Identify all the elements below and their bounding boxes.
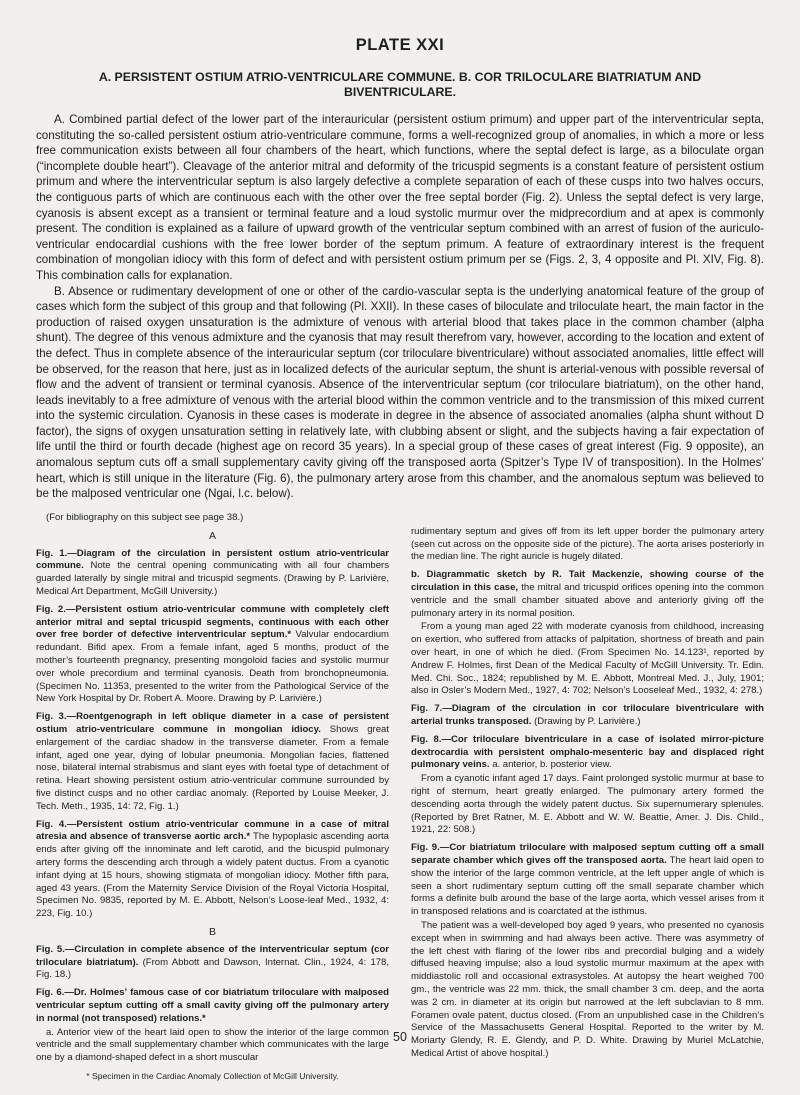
fig2-legend	[36, 604, 389, 706]
fig3-text: Shows great enlargement of the cardiac shadow in the transverse diameter. From a female infant, aged one year, dying of lobular pneumonia. Mongolian facies, flattened nose, bilateral internal strabismus and slant eyes with foetal type of detachment of retina. Heart showing persistent ostium atrio-ventricular commune surrounded by five distinct cusps and no other cardiac anomaly. (Reported by Louise Meeker, J. Tech. Meth., 1935, 14: 72, Fig. 1.)	[36, 724, 390, 812]
fig6b-title: b. Diagrammatic sketch by R. Tait Mackenzie, showing course of the circulation in this case,	[411, 569, 764, 594]
fig6-title: Fig. 6.—Dr. Holmes’ famous case of cor biatriatum triloculare with malposed ventricular septum cutting off a small cavity giving off the pulmonary artery in normal (not transposed) relations.*	[36, 987, 389, 1024]
fig2-title: Fig. 2.—Persistent ostium atrio-ventricular commune with completely cleft anterior mitral and septal tricuspid segments, continuous with each other over free border of defective interventricular septum.*	[36, 603, 389, 641]
fig9-title: Fig. 9.—Cor biatriatum triloculare with malposed septum cutting off a small separate chamber which gives off the transposed aorta.	[411, 842, 764, 866]
bibliography-note: (For bibliography on this subject see page 38.)	[46, 511, 244, 523]
fig4-legend	[36, 819, 389, 921]
fig1-title: Fig. 1.—Diagram of the circulation in persistent ostium atrio-ventricular commune.	[36, 547, 389, 572]
fig6b-legend	[411, 569, 764, 620]
fig1-legend	[36, 548, 389, 599]
fig6-legend	[36, 987, 389, 1025]
section-heading-a: A	[208, 529, 216, 542]
fig8-title: Fig. 8.—Cor triloculare biventriculare in a case of isolated mirror-picture dextrocardia with persistent omphalo-mesenteric bay and displaced right pulmonary veins.	[411, 733, 764, 771]
section-heading-b: B	[208, 925, 216, 938]
figure-legends	[36, 526, 764, 1083]
fig9c-text: The patient was a well-developed boy aged 9 years, who presented no cyanosis except when in swimming and had always been active. There was asymmetry of the left chest with flaring of the lower ribs and precordial bulging and a widely diffused heaving impulse; also a loud systolic murmur maximum at the apex with middiastolic roll and occasional extrasystoles. At autopsy the heart weighed 700 gm., the ventricle was 22 mm. thick, the small chamber 3 cm. deep, and the aorta was 2 cm. in diameter at its origin but narrowed at the left subclavian to 8 mm. Foramen ovale patent, ductus closed. (From an unpublished case in the Children’s Service of the Massachusetts General Hospital. Reported to the writer by M. Moriarty Glendy, R. E. Glendy, and P. D. White. Drawing by Muriel McLatchie, Medical Artist of above hospital.)	[411, 919, 764, 1059]
fig7-text: (Drawing by P. Larivière.)	[534, 716, 641, 727]
fig6b-text: the mitral and tricuspid orifices opening into the common ventricle and the small chamber situated above and anteriorly giving off the pulmonary artery in its normal position.	[411, 582, 764, 619]
fig9-text: The heart laid open to show the interior of the large common ventricle, at the left upper angle of which is seen a short rudimentary septum cutting off the small separate chamber which forms a definite bulb around the base of the large aorta, which vessel arises from it in transposed relations and is coarctated at the isthmus.	[411, 854, 764, 918]
fig6a-continued: rudimentary septum and gives off from its left upper border the pulmonary artery (seen cut across on the opposite side of the picture). The aorta arises posteriorly in the median line. The right auricle is hugely dilated.	[411, 525, 764, 563]
fig6c-text: From a young man aged 22 with moderate cyanosis from childhood, increasing on exertion, who suffered from attacks of palpitation, shortness of breath and pain over heart, in one of which he died. (From Specimen No. 14.123¹, reported by Andrew F. Holmes, first Dean of the Medical Faculty of McGill University. Tr. Edin. Med. Chi. Soc., 1824; republished by M. E. Abbott, Montreal Med. J., July, 1901; also in Osler’s Modern Med., 1927, 4: 702; Nelson’s Looseleaf Med., 1932, 4: 278.)	[411, 621, 764, 697]
fig5-title: Fig. 5.—Circulation in complete absence of the interventricular septum (cor triloculare biatriatum).	[36, 943, 389, 968]
fig2-text: Valvular endocardium redundant. Bifid apex. From a female infant, aged 5 months, product of the mother’s fourteenth pregnancy, presenting mongoloid facies and systolic murmur over whole precordium and terminal cyanosis. Death from bronchopneumonia. (Specimen No. 11353, presented to the writer from the Pathological Service of the New York Hospital by Dr. Robert A. Moore. Drawing by P. Larivière.)	[36, 629, 389, 705]
fig5-legend	[36, 944, 389, 982]
intro-text	[36, 112, 764, 502]
fig9-legend	[411, 842, 764, 919]
fig8c-text: From a cyanotic infant aged 17 days. Faint prolonged systolic murmur at base to right of sternum, heart greatly enlarged. The pulmonary artery formed the descending aorta through the widely patent ductus. Six supernumerary splenules. (Reported by Bret Ratner, M. E. Abbott and W. W. Beattie, Amer. J. Dis. Child., 1921, 22: 508.)	[411, 773, 764, 836]
fig5-text: (From Abbott and Dawson, Internat. Clin., 1924, 4: 178, Fig. 18.)	[36, 956, 390, 981]
footnote: * Specimen in the Cardiac Anomaly Collection of McGill University.	[86, 1070, 339, 1081]
fig3-title: Fig. 3.—Roentgenograph in left oblique diameter in a case of persistent ostium atrio-ventriculare commune in mongolian idiocy.	[36, 711, 389, 735]
fig1-text: Note the central opening communicating with all four chambers guarded laterally by single mitral and tricuspid segments. (Drawing by P. Larivière, Medical Art Department, McGill University.)	[36, 560, 390, 598]
intro-paragraph-a: A. Combined partial defect of the lower part of the interauricular (persistent ostium primum) and upper part of the interventricular septa, constituting the so-called persistent ostium atrio-ventriculare commune, forms a well-recognized group of anomalies, in which a more or less free communication exists between all four chambers of the heart, which functions, where the septal defect is large, as a biloculate organ (“incomplete double heart”). Cleavage of the anterior mitral and deformity of the tricuspid segments is a constant feature of persistent ostium primum and where the interventricular septum is also largely defective a complete separation of each of these cusps into two halves occurs, the contiguous parts of which are continuous each with the other over the free septal border (Fig. 2). Unless the septal defect is very large, cyanosis is absent except as a transient or terminal feature and a loud systolic murmur over the midprecordium and at apex is commonly present. The condition is explained as a failure of upward growth of the ventricular septum combined with an arrest of fusion of the auriculo-ventricular endocardial cushions with the free lower border of the septum primum. A feature of extraordinary interest is the frequent combination of mongolian idiocy with this form of defect and with persistent ostium primum per se (Figs. 2, 3, 4 opposite and Pl. XIV, Fig. 8). This combination calls for explanation.	[36, 113, 764, 282]
fig6a-text: a. Anterior view of the heart laid open to show the interior of the large common ventricle and the small supplementary chamber which communicates with the large one by a diamond-shaped defect in a short muscular	[36, 1026, 389, 1064]
left-column	[36, 526, 389, 1083]
fig8-text: a. anterior, b. posterior view.	[492, 759, 612, 771]
fig7-legend	[411, 703, 764, 729]
fig7-title: Fig. 7.—Diagram of the circulation in cor triloculare biventriculare with arterial trunks transposed.	[411, 703, 764, 727]
fig4-title: Fig. 4.—Persistent ostium atrio-ventricular commune in a case of mitral atresia and absence of transverse aortic arch.*	[36, 818, 389, 843]
fig8-legend	[411, 734, 764, 772]
plate-subtitle: A. PERSISTENT OSTIUM ATRIO-VENTRICULARE COMMUNE. B. COR TRILOCULARE BIATRIATUM AND BIVENTRICULARE.	[98, 70, 702, 99]
right-column	[411, 526, 764, 1083]
plate-title: PLATE XXI	[355, 36, 445, 54]
fig4-text: The hypoplasic ascending aorta ends after giving off the innominate and left carotid, and the bicuspid pulmonary artery forms the descending arch through a widely patent ductus. From a cyanotic infant dying at 15 hours, showing stigmata of mongolian idiocy. Mother fifth para, aged 43 years. (From the Maternity Service Division of the Royal Victoria Hospital, Specimen No. 9835, reported by M. E. Abbott, Nelson’s Loose-leaf Med., 1932, 4: 223, Fig. 10.)	[36, 831, 389, 920]
page-number: 50	[393, 1030, 407, 1044]
fig3-legend	[36, 711, 389, 813]
intro-paragraph-b: B. Absence or rudimentary development of one or other of the cardio-vascular septa is the underlying anatomical feature of the group of cases which form the subject of this group and that following (Pl. XXII). In these cases of biloculate and triloculate heart, the main factor in the production of raised oxygen unsaturation is the admixture of venous with arterial blood that takes place in the common chamber (alpha shunt). The degree of this venous admixture and the cyanosis that may result therefrom vary, however, according to the location and extent of the defect. Thus in complete absence of the interauricular septum (cor triloculare biventriculare) without associated anomalies, little effect will be observed, for the reason that here, just as in localized defects of the auricular septum, the shunt is arterial-venous with possible reversal of flow and the advent of transient or terminal cyanosis. Absence of the interventricular septum (cor triloculare biatriatum), on the other hand, leads inevitably to a free admixture of venous with the arterial blood within the common ventricle and to the transmission of this mixed current into the systemic circulation. Cyanosis in these cases is moderate in degree in the absence of associated anomalies (alpha shunt without D factor), the signs of oxygen unsaturation setting in relatively late, with clubbing absent or slight, and the subjects having a fair expectation of life until the third or fourth decade (highest age on record 35 years). In a special group of these cases of great interest (Fig. 9 opposite), an anomalous septum cuts off a small supplementary cavity giving off the transposed aorta (Spitzer’s Type IV of transposition). In the Holmes’ heart, which is still unique in the literature (Fig. 6), the pulmonary artery arose from this chamber, and the anomalous septum was believed to be the malposed ventricular one (Ngai, l.c. below).	[36, 284, 764, 501]
